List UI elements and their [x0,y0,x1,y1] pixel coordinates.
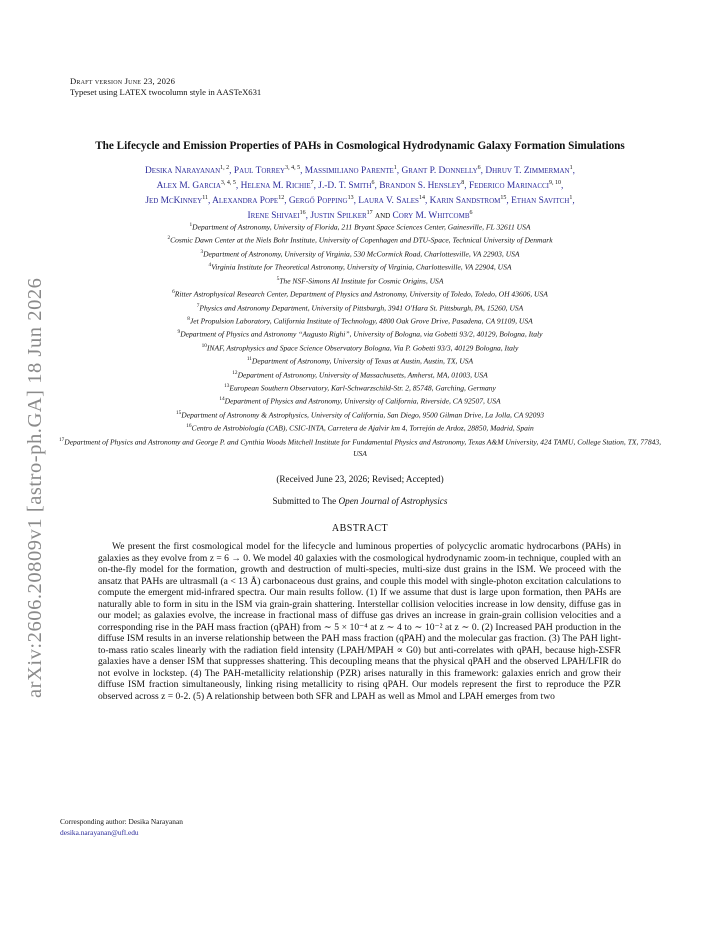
affiliation-line [58,220,662,233]
author-affiliation-marker: 1, 2 [220,165,230,171]
affiliation-text: Physics and Astronomy Department, University of Pittsburgh, 3941 O'Hara St. Pittsburgh, PA, 15260, USA [199,303,524,313]
author-affiliation-marker: 13 [347,195,354,202]
author-name[interactable]: Federico Marinacci [468,181,550,192]
author-name[interactable]: Ethan Savitch [511,196,570,207]
author-affiliation-marker: 1 [569,165,573,171]
author-affiliation-marker: 17 [366,210,373,217]
author-affiliation-marker: 6 [371,180,375,187]
paper-title: The Lifecycle and Emission Properties of PAHs in Cosmological Hydrodynamic Galaxy Formation Simulations [95,140,625,152]
author-name[interactable]: Alex M. Garcia [156,181,221,192]
author-name[interactable]: Brandon S. Hensley [379,181,462,192]
corresponding-author [60,816,183,838]
affiliation-text: Department of Astronomy, University of Florida, 211 Bryant Space Sciences Center, Gainesville, FL 32611 USA [192,222,531,232]
submission-note [62,496,658,506]
affiliation-number: 3 [200,248,204,255]
author-affiliation-marker: 3, 4, 5 [285,165,301,171]
author-name[interactable]: Karin Sandstrom [429,196,501,207]
author-affiliation-marker: 3, 4, 5 [220,180,236,187]
author-name[interactable]: Helena M. Richie [240,181,311,192]
affiliation-line [58,435,662,460]
journal-name: Open Journal of Astrophysics [338,496,448,506]
author-affiliation-marker: 1 [569,195,573,202]
arxiv-identifier-stamp [18,232,50,702]
affiliation-text: Department of Astronomy, University of Texas at Austin, Austin, TX, USA [251,356,474,366]
affiliation-line [58,368,662,381]
affiliation-line [58,408,662,421]
author-list: Desika Narayanan$^{1, 2}$, Paul Torrey$^{3, 4, 5}$, Massimiliano Parente$^1$, Grant P. Donnelly$^6$, Dhruv T. Zimmerman$^1$, Alex M. Garcia$^{3, 4, 5}$, Helena M. Richie$^7$, J.-D. T. Smith$^6$, Brandon S. Hensley$^8$, Federico Marinacci$^{9, 10}$, Jed McKinney$^{11}$, Alexandra Pope$^{12}$, Gergő Popping$^{13}$, Laura V. Sales$^{14}$, Karin Sandstrom$^{15}$, Ethan Savitch$^1$, Irene Shivaei$^{16}$, Justin Spilker$^{17}$ and Cory M. Whitcomb$^6$ [145,165,575,222]
author-affiliation-marker: 6 [469,210,473,217]
affiliation-text: Department of Astronomy, University of Massachusetts, Amherst, MA, 01003, USA [237,370,488,380]
affiliation-line [58,327,662,340]
author-affiliation-marker: 8 [461,180,465,187]
arxiv-id-text: arXiv:2606.20809v1 [astro-ph.GA] 18 Jun 2026 [24,277,46,698]
affiliation-number: 6 [172,289,175,296]
received-dates: (Received June 23, 2026; Revised; Accepted) [276,474,444,484]
affiliation-number: 12 [232,369,238,376]
abstract-heading: ABSTRACT [331,523,389,534]
author-and-word: and [375,211,391,222]
submitted-prefix: Submitted to The [272,496,339,506]
affiliation-text: European Southern Observatory, Karl-Schwarzschild-Str. 2, 85748, Garching, Germany [229,383,496,393]
affiliation-number: 8 [187,315,190,322]
corresponding-author-label: Corresponding author: Desika Narayanan [60,817,183,826]
affiliation-text: Department of Physics and Astronomy, University of California, Riverside, CA 92507, USA [224,397,501,406]
affiliation-line [58,354,662,367]
affiliation-line [58,287,662,300]
affiliation-text: Jet Propulsion Laboratory, California Institute of Technology, 4800 Oak Grove Drive, Pasadena, CA 91109, USA [189,316,533,326]
affiliation-text: Department of Astronomy, University of Virginia, 530 McCormick Road, Charlottesville, VA 22903, USA [203,249,520,259]
abstract-body: We present the first cosmological model for the lifecycle and luminous properties of polycyclic aromatic hydrocarbons (PAHs) in galaxies as they evolve from z = 6 → 0. We model 40 galaxies with the cosmological hydrodynamic zoom-in technique, coupled with an on-the-fly model for the formation, growth and destruction of multi-species, multi-size dust grains in the ISM. We proceed with the ansatz that PAHs are ultrasmall (a < 13 Å) carbonaceous dust grains, and couple this model with single-photon excitation calculations to compute the emergent mid-infrared spectra. Our main results follow. (1) If we assume that dust is large upon formation, then PAHs are naturally able to form in situ in the ISM via grain-grain shattering. Interstellar collision velocities increase in low density, diffuse gas in our model; as galaxies evolve, the increase in fractional mass of diffuse gas drives an increase in grain-grain collision velocities and a corresponding rise in the PAH mass fraction (qPAH) from ∼ 5 × 10⁻⁴ at z ∼ 4 to ∼ 10⁻² at z ∼ 0. (2) Increased PAH production in the diffuse ISM results in an inverse relationship between the PAH mass fraction (qPAH) and the molecular gas fraction. (3) The PAH light-to-mass ratio scales linearly with the radiation field intensity (LPAH/MPAH ∝ G0) but anti-correlates with qPAH, because high-ΣSFR galaxies have a denser ISM that suppresses shattering. This decoupling means that the physical qPAH and the observed LPAH/LFIR do not evolve in lockstep. (4) The PAH-metallicity relationship (PZR) arises naturally in this framework: galaxies enrich and grow their diffuse ISM fraction simultaneously, linking rising metallicity to rising qPAH. Our models represent the first to reproduce the PZR observed across z = 0-2. (5) A relationship between both SFR and LPAH as well as Mmol and LPAH emerges from two [98,541,621,702]
affiliation-number: 17 [58,436,65,443]
affiliation-number: 10 [201,342,207,349]
author-name[interactable]: Jed McKinney [145,196,203,207]
author-name[interactable]: Paul Torrey [233,166,286,177]
author-name[interactable]: Grant P. Donnelly [401,166,478,177]
preprint-header [70,76,261,97]
affiliation-number: 2 [167,235,171,242]
affiliation-number: 9 [177,329,181,336]
typeset-line: Typeset using LATEX twocolumn style in AASTeX631 [70,86,262,97]
affiliation-line [58,260,662,273]
affiliation-line [58,301,662,314]
author-name[interactable]: Dhruv T. Zimmerman [485,166,570,177]
affiliation-text: Virginia Institute for Theoretical Astronomy, University of Virginia, Charlottesville, VA 22904, USA [211,262,512,272]
affiliation-line [58,341,662,354]
affiliation-text: Department of Physics and Astronomy “Augusto Righi”, University of Bologna, via Gobetti 93/2, 40129, Bologna, Italy [180,329,543,339]
affiliation-number: 16 [186,423,192,430]
author-affiliation-marker: 11 [202,195,208,202]
affiliation-text: Ritter Astrophysical Research Center, Department of Physics and Astronomy, University of Toledo, Toledo, OH 43606, USA [174,289,548,299]
affiliation-text: Department of Physics and Astronomy and George P. and Cynthia Woods Mitchell Institute for Fundamental Physics and Astronomy, Texas A&M University, 424 TAMU, College Station, TX, 77843, USA [64,437,662,459]
author-affiliation-marker: 14 [418,195,425,202]
author-name[interactable]: Gergő Popping [288,196,348,207]
affiliation-number: 13 [224,383,230,390]
affiliation-number: 4 [208,262,212,269]
affiliation-line [58,233,662,246]
author-affiliation-marker: 12 [278,195,285,202]
affiliation-number: 5 [276,275,280,282]
affiliation-line [58,247,662,260]
corresponding-author-email[interactable]: desika.narayanan@ufl.edu [60,828,139,837]
author-name[interactable]: Irene Shivaei [247,211,300,222]
author-name[interactable]: Alexandra Pope [212,196,279,207]
author-name[interactable]: Laura V. Sales [358,196,419,207]
draft-version: Draft version June 23, 2026 [70,76,176,86]
author-name[interactable]: Justin Spilker [310,211,367,222]
author-name[interactable]: Desika Narayanan [145,166,221,177]
affiliation-text: The NSF-Simons AI Institute for Cosmic Origins, USA [279,276,444,286]
affiliation-text: Centro de Astrobiología (CAB), CSIC-INTA, Carretera de Ajalvir km 4, Torrejón de Ardoz, 28850, Madrid, Spain [191,423,534,433]
affiliation-number: 7 [196,302,200,309]
author-name[interactable]: J.-D. T. Smith [318,181,372,192]
author-name[interactable]: Cory M. Whitcomb [392,211,470,222]
affiliation-line [58,274,662,287]
author-affiliation-marker: 16 [299,210,306,217]
affiliation-text: INAF, Astrophysics and Space Science Observatory Bologna, Via P. Gobetti 93/3, 40129 Bologna, Italy [206,343,519,353]
author-affiliation-marker: 1 [393,165,397,171]
affiliation-line [58,394,662,407]
affiliation-list [58,220,662,460]
affiliation-text: Cosmic Dawn Center at the Niels Bohr Institute, University of Copenhagen and DTU-Space, Technical University of Denmark [170,235,553,245]
affiliation-line [58,314,662,327]
affiliation-number: 1 [189,222,193,228]
affiliation-line [58,381,662,394]
affiliation-line [58,421,662,434]
author-affiliation-marker: 15 [500,195,507,202]
affiliation-number: 11 [246,356,252,363]
author-affiliation-marker: 9, 10 [549,180,562,187]
affiliation-text: Department of Astronomy & Astrophysics, University of California, San Diego, 9500 Gilman Drive, La Jolla, CA 92093 [181,410,545,420]
affiliation-number: 15 [175,409,182,416]
affiliation-number: 14 [219,396,225,403]
author-affiliation-marker: 6 [477,165,481,171]
author-name[interactable]: Massimiliano Parente [304,166,394,177]
author-affiliation-marker: 7 [310,180,314,187]
